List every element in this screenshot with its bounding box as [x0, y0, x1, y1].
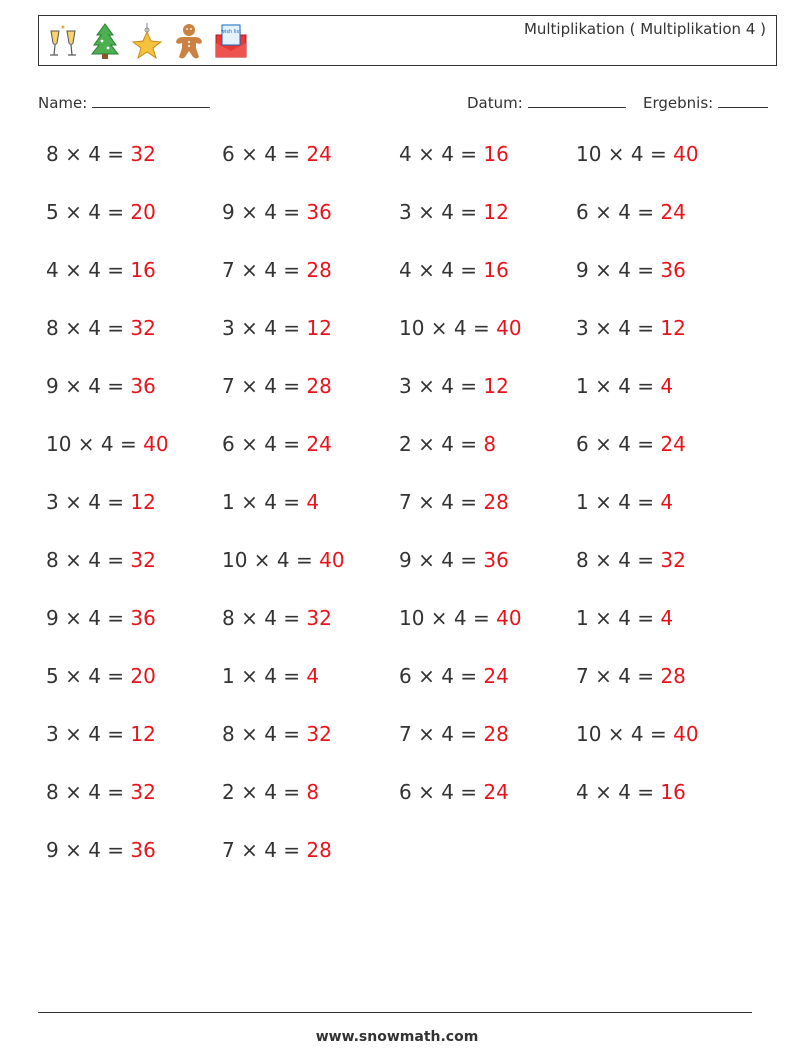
problem-question: 1 × 4 =: [222, 664, 307, 688]
problem-answer: 28: [660, 664, 686, 688]
problem-answer: 16: [483, 258, 509, 282]
problem-item: [576, 722, 699, 746]
problem-item: [576, 258, 686, 282]
footer-divider: [38, 1012, 752, 1013]
problem-item: [399, 200, 509, 224]
problem-question: 9 × 4 =: [46, 374, 131, 398]
problem-answer: 40: [673, 142, 699, 166]
problem-question: 2 × 4 =: [222, 780, 307, 804]
problem-answer: 20: [130, 664, 156, 688]
problem-question: 7 × 4 =: [222, 258, 307, 282]
problem-question: 3 × 4 =: [46, 722, 131, 746]
problem-item: [399, 142, 509, 166]
gingerbread-man-icon: [171, 21, 207, 61]
problem-answer: 36: [130, 838, 156, 862]
problem-answer: 36: [306, 200, 332, 224]
problem-answer: 12: [306, 316, 332, 340]
problem-item: [399, 780, 509, 804]
problem-item: [399, 490, 509, 514]
problem-item: [222, 374, 332, 398]
problem-question: 9 × 4 =: [222, 200, 307, 224]
problem-question: 3 × 4 =: [399, 200, 484, 224]
problem-question: 10 × 4 =: [399, 606, 497, 630]
problem-answer: 36: [130, 606, 156, 630]
problem-item: [46, 780, 156, 804]
problem-item: [576, 780, 686, 804]
problem-item: [399, 722, 509, 746]
problem-question: 5 × 4 =: [46, 200, 131, 224]
christmas-tree-icon: [87, 21, 123, 61]
problem-question: 7 × 4 =: [222, 838, 307, 862]
problem-answer: 12: [483, 200, 509, 224]
problem-question: 4 × 4 =: [399, 142, 484, 166]
problem-question: 7 × 4 =: [399, 490, 484, 514]
problem-answer: 4: [660, 606, 674, 630]
problem-answer: 8: [483, 432, 497, 456]
worksheet-header: [38, 15, 777, 66]
problem-question: 3 × 4 =: [576, 316, 661, 340]
worksheet-title: Multiplikation ( Multiplikation 4 ): [523, 20, 766, 38]
problem-item: [222, 258, 332, 282]
problem-answer: 32: [130, 316, 156, 340]
problem-answer: 32: [306, 606, 332, 630]
result-blank: [718, 93, 768, 108]
problem-question: 10 × 4 =: [46, 432, 144, 456]
problem-answer: 8: [306, 780, 320, 804]
problem-answer: 28: [306, 374, 332, 398]
problem-question: 9 × 4 =: [576, 258, 661, 282]
problem-answer: 32: [130, 780, 156, 804]
problem-item: [576, 200, 686, 224]
problem-question: 7 × 4 =: [222, 374, 307, 398]
problem-item: [399, 258, 509, 282]
problem-item: [399, 548, 509, 572]
problem-question: 8 × 4 =: [222, 722, 307, 746]
problem-answer: 4: [660, 490, 674, 514]
problem-answer: 36: [660, 258, 686, 282]
problem-question: 1 × 4 =: [576, 374, 661, 398]
problem-question: 7 × 4 =: [399, 722, 484, 746]
problem-question: 7 × 4 =: [576, 664, 661, 688]
problem-item: [576, 432, 686, 456]
problem-item: [222, 490, 319, 514]
problem-question: 4 × 4 =: [576, 780, 661, 804]
problem-item: [222, 316, 332, 340]
problem-question: 1 × 4 =: [576, 606, 661, 630]
problem-answer: 12: [130, 722, 156, 746]
problem-question: 10 × 4 =: [576, 722, 674, 746]
problem-question: 4 × 4 =: [399, 258, 484, 282]
wish-list-envelope-icon: [213, 21, 249, 61]
problem-question: 8 × 4 =: [46, 780, 131, 804]
problem-item: [399, 606, 522, 630]
problem-item: [222, 142, 332, 166]
date-blank: [528, 93, 626, 108]
problem-question: 10 × 4 =: [222, 548, 320, 572]
problem-item: [399, 664, 509, 688]
problem-question: 1 × 4 =: [222, 490, 307, 514]
problem-answer: 28: [306, 258, 332, 282]
problem-question: 3 × 4 =: [399, 374, 484, 398]
problem-answer: 36: [483, 548, 509, 572]
problem-item: [46, 142, 156, 166]
problem-item: [576, 548, 686, 572]
problem-item: [46, 258, 156, 282]
problem-item: [46, 838, 156, 862]
problem-question: 9 × 4 =: [399, 548, 484, 572]
problem-item: [222, 606, 332, 630]
problem-item: [46, 606, 156, 630]
problem-item: [222, 780, 319, 804]
problem-item: [576, 142, 699, 166]
problem-question: 6 × 4 =: [399, 664, 484, 688]
problem-answer: 32: [130, 548, 156, 572]
problem-question: 3 × 4 =: [46, 490, 131, 514]
star-ornament-icon: [129, 21, 165, 61]
problem-answer: 32: [306, 722, 332, 746]
problem-item: [399, 316, 522, 340]
problem-answer: 12: [130, 490, 156, 514]
problem-item: [222, 722, 332, 746]
problem-question: 3 × 4 =: [222, 316, 307, 340]
problem-question: 4 × 4 =: [46, 258, 131, 282]
result-field: [643, 93, 768, 112]
problem-answer: 16: [660, 780, 686, 804]
problem-question: 8 × 4 =: [46, 142, 131, 166]
date-label: Datum:: [467, 94, 523, 112]
problem-question: 8 × 4 =: [46, 548, 131, 572]
problem-item: [576, 606, 673, 630]
problem-question: 8 × 4 =: [576, 548, 661, 572]
problem-item: [46, 664, 156, 688]
problem-item: [576, 316, 686, 340]
problem-answer: 12: [660, 316, 686, 340]
problem-question: 6 × 4 =: [399, 780, 484, 804]
problem-answer: 28: [306, 838, 332, 862]
problem-item: [222, 200, 332, 224]
problem-question: 6 × 4 =: [222, 432, 307, 456]
header-icons: [45, 21, 249, 61]
problem-answer: 40: [496, 606, 522, 630]
problem-answer: 4: [660, 374, 674, 398]
problem-answer: 24: [483, 780, 509, 804]
result-label: Ergebnis:: [643, 94, 714, 112]
problem-item: [399, 374, 509, 398]
problem-answer: 4: [306, 490, 320, 514]
problem-answer: 16: [483, 142, 509, 166]
problem-item: [222, 664, 319, 688]
footer-url: www.snowmath.com: [315, 1029, 479, 1045]
problem-item: [222, 548, 345, 572]
name-blank: [92, 93, 210, 108]
problem-answer: 40: [319, 548, 345, 572]
problem-item: [222, 432, 332, 456]
problem-answer: 32: [660, 548, 686, 572]
problem-item: [222, 838, 332, 862]
date-field: [467, 93, 626, 112]
problem-answer: 16: [130, 258, 156, 282]
problem-answer: 28: [483, 722, 509, 746]
problem-answer: 32: [130, 142, 156, 166]
problem-item: [46, 548, 156, 572]
problem-question: 6 × 4 =: [222, 142, 307, 166]
problem-question: 6 × 4 =: [576, 432, 661, 456]
problem-answer: 40: [143, 432, 169, 456]
problem-answer: 24: [483, 664, 509, 688]
problem-question: 5 × 4 =: [46, 664, 131, 688]
champagne-glasses-icon: [45, 21, 81, 61]
problem-answer: 12: [483, 374, 509, 398]
problem-answer: 24: [306, 432, 332, 456]
problem-item: [46, 432, 169, 456]
problem-item: [46, 722, 156, 746]
problem-item: [46, 490, 156, 514]
problem-answer: 40: [673, 722, 699, 746]
envelope-text: wish list: [220, 29, 242, 35]
problem-question: 9 × 4 =: [46, 606, 131, 630]
problem-question: 9 × 4 =: [46, 838, 131, 862]
problem-item: [46, 374, 156, 398]
name-label: Name:: [38, 94, 88, 112]
problem-question: 2 × 4 =: [399, 432, 484, 456]
problem-answer: 4: [306, 664, 320, 688]
problem-question: 8 × 4 =: [46, 316, 131, 340]
problem-item: [576, 664, 686, 688]
name-field: [38, 93, 210, 112]
problem-item: [576, 374, 673, 398]
problem-question: 1 × 4 =: [576, 490, 661, 514]
problem-answer: 24: [660, 432, 686, 456]
problem-item: [576, 490, 673, 514]
problem-item: [46, 200, 156, 224]
problem-item: [46, 316, 156, 340]
problem-answer: 28: [483, 490, 509, 514]
problem-item: [399, 432, 496, 456]
problem-answer: 40: [496, 316, 522, 340]
problem-answer: 36: [130, 374, 156, 398]
problem-question: 10 × 4 =: [576, 142, 674, 166]
problem-question: 8 × 4 =: [222, 606, 307, 630]
problem-question: 10 × 4 =: [399, 316, 497, 340]
problem-question: 6 × 4 =: [576, 200, 661, 224]
problem-answer: 20: [130, 200, 156, 224]
problem-answer: 24: [660, 200, 686, 224]
problem-answer: 24: [306, 142, 332, 166]
